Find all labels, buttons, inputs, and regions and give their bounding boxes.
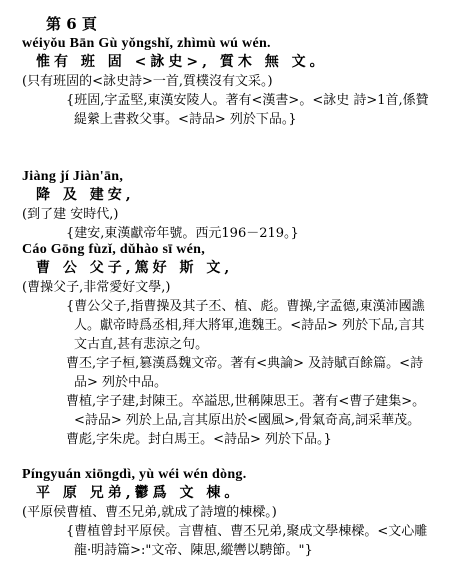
- note-paragraph: {曹公父子,指曹操及其子丕、植、彪。曹操,字孟德,東漢沛國譙人。獻帝時爲丞相,拜大將軍,進魏王。<詩品> 列於下品,言其文古直,甚有悲涼之句。: [66, 299, 425, 352]
- annotation-note: [22, 91, 436, 129]
- entry-ban-gu: [22, 35, 442, 129]
- translation-line: (只有班固的<詠史詩>一首,質樸沒有文采。): [22, 74, 273, 89]
- pinyin-line: wéiyǒu Bān Gù yǒngshǐ, zhìmù wú wén.: [22, 36, 271, 51]
- entry-pingyuan: [22, 466, 442, 560]
- annotation-note: [22, 297, 436, 449]
- note-paragraph: 曹丕,字子桓,篡漢爲魏文帝。著有<典論> 及詩賦百餘篇。<詩品> 列於中品。: [66, 356, 424, 390]
- note-paragraph: {曹植曾封平原侯。言曹植、曹丕兄弟,聚成文學棟樑。<文心雕龍·明詩篇>:"文帝、陳思,縱轡以騁節。"}: [66, 524, 428, 558]
- translation-line: (平原侯曹植、曹丕兄弟,就成了詩壇的棟樑。): [22, 505, 277, 520]
- annotation-note: [22, 522, 436, 560]
- note-paragraph: {建安,東漢獻帝年號。西元196－219。}: [66, 226, 299, 241]
- pinyin-line: Jiàng jí Jiàn'ān,: [22, 169, 124, 184]
- pinyin-line: Cáo Gōng fùzǐ, dǔhào sī wén,: [22, 242, 206, 257]
- note-paragraph: 曹彪,字朱虎。封白馬王。<詩品> 列於下品。}: [66, 432, 332, 447]
- note-paragraph: 曹植,字子建,封陳王。卒謚思,世稱陳思王。著有<曹子建集>。<詩品> 列於上品,言其原出於<國風>,骨氣奇高,詞采華茂。: [66, 394, 426, 428]
- chinese-line: 降 及 建安,: [36, 187, 135, 203]
- note-paragraph: {班固,字孟堅,東漢安陵人。著有<漢書>。<詠史 詩>1首,係贊緹縈上書救父事。<詩品> 列於下品。}: [66, 93, 429, 127]
- chinese-line: 曹 公 父子,篤好 斯 文,: [36, 260, 234, 276]
- pinyin-line: Píngyuán xiōngdì, yù wéi wén dòng.: [22, 467, 247, 482]
- translation-line: (到了建 安時代,): [22, 207, 119, 222]
- chinese-line: 平 原 兄弟,鬱爲 文 棟。: [36, 485, 243, 501]
- translation-line: (曹操父子,非常愛好文學,): [22, 280, 171, 295]
- page-header: 第 6 頁: [46, 15, 97, 33]
- chinese-line: 惟有 班 固 <詠史>, 質木 無 文。: [36, 54, 328, 70]
- entry-jian-an: [22, 168, 442, 243]
- entry-cao-family: [22, 241, 442, 449]
